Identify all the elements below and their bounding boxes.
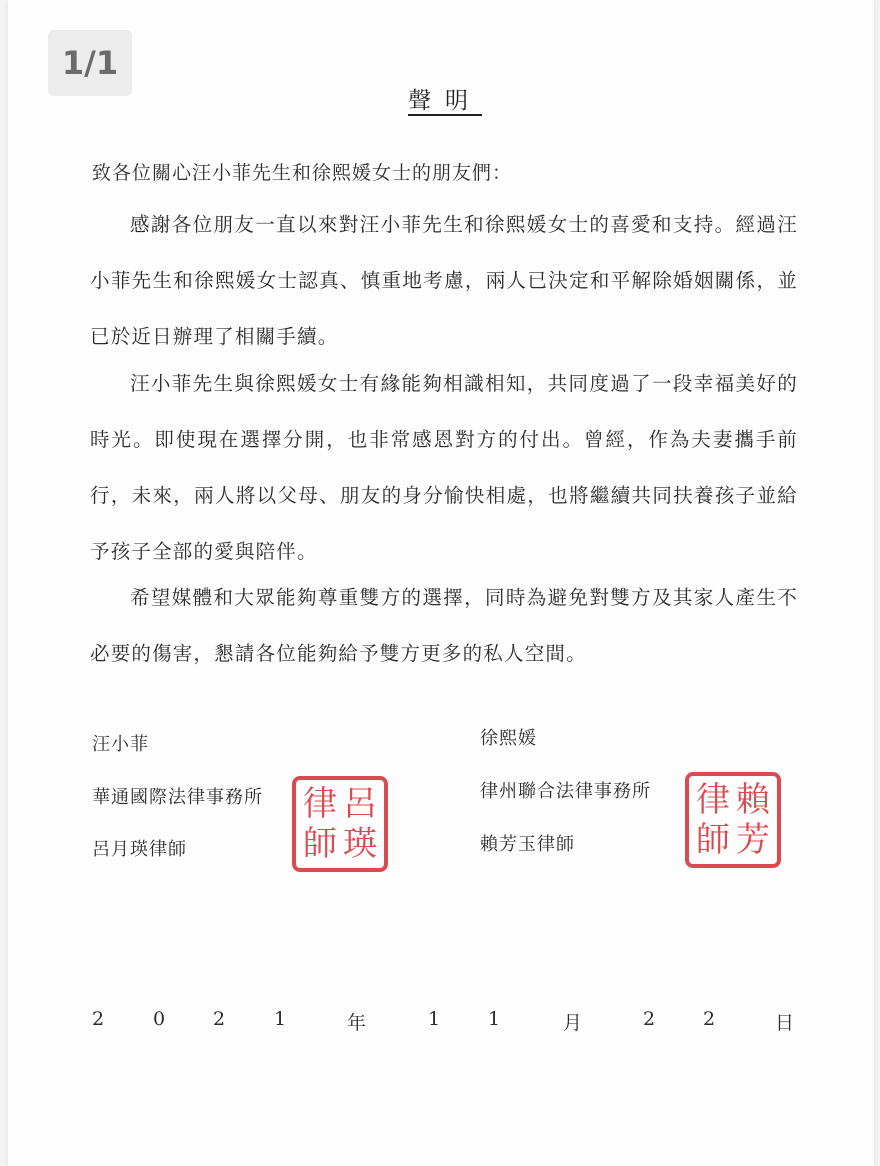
document-date bbox=[0, 1008, 880, 1038]
seal-char: 芳 bbox=[736, 820, 770, 860]
date-char: 0 bbox=[153, 1008, 166, 1030]
date-char: 年 bbox=[347, 1012, 367, 1034]
paragraph-3: 希望媒體和大眾能夠尊重雙方的選擇，同時為避免對雙方及其家人產生不必要的傷害，懇請各位能夠給予雙方更多的私人空間。 bbox=[90, 586, 798, 665]
right-lawyer-seal-stamp bbox=[685, 772, 781, 868]
seal-char: 賴 bbox=[736, 780, 770, 820]
seal-char: 師 bbox=[303, 824, 337, 864]
page-indicator-text: 1/1 bbox=[61, 44, 119, 82]
seal-char: 律 bbox=[696, 780, 730, 820]
date-char: 1 bbox=[274, 1008, 287, 1030]
date-char: 2 bbox=[703, 1008, 716, 1030]
right-signatory-name: 徐熙媛 bbox=[480, 728, 537, 749]
right-law-firm: 律州聯合法律事務所 bbox=[480, 781, 651, 802]
paragraph-2: 汪小菲先生與徐熙媛女士有緣能夠相識相知，共同度過了一段幸福美好的時光。即使現在選擇分開，也非常感恩對方的付出。曾經，作為夫妻攜手前行，未來，兩人將以父母、朋友的身分愉快相處，也將繼續共同扶養孩子並給予孩子全部的愛與陪伴。 bbox=[90, 372, 798, 563]
paragraph-1: 感謝各位朋友一直以來對汪小菲先生和徐熙媛女士的喜愛和支持。經過汪小菲先生和徐熙媛女士認真、慎重地考慮，兩人已決定和平解除婚姻關係，並已於近日辦理了相關手續。 bbox=[90, 213, 798, 348]
date-char: 2 bbox=[643, 1008, 656, 1030]
date-char: 1 bbox=[428, 1008, 441, 1030]
seal-char: 瑛 bbox=[343, 824, 377, 864]
right-lawyer: 賴芳玉律師 bbox=[480, 834, 575, 855]
left-lawyer: 呂月瑛律師 bbox=[92, 839, 187, 860]
date-char: 1 bbox=[488, 1008, 501, 1030]
date-char: 日 bbox=[775, 1012, 795, 1034]
left-lawyer-seal-stamp bbox=[292, 776, 388, 872]
document-title: 聲明 bbox=[408, 88, 482, 114]
date-char: 月 bbox=[563, 1012, 583, 1034]
seal-char: 呂 bbox=[343, 784, 377, 824]
date-char: 2 bbox=[213, 1008, 226, 1030]
date-char: 2 bbox=[92, 1008, 105, 1030]
salutation: 致各位關心汪小菲先生和徐熙媛女士的朋友們： bbox=[92, 162, 513, 184]
seal-char: 律 bbox=[303, 784, 337, 824]
left-signatory-name: 汪小菲 bbox=[92, 734, 149, 755]
page-indicator-badge bbox=[48, 30, 132, 96]
left-law-firm: 華通國際法律事務所 bbox=[92, 787, 263, 808]
seal-char: 師 bbox=[696, 820, 730, 860]
